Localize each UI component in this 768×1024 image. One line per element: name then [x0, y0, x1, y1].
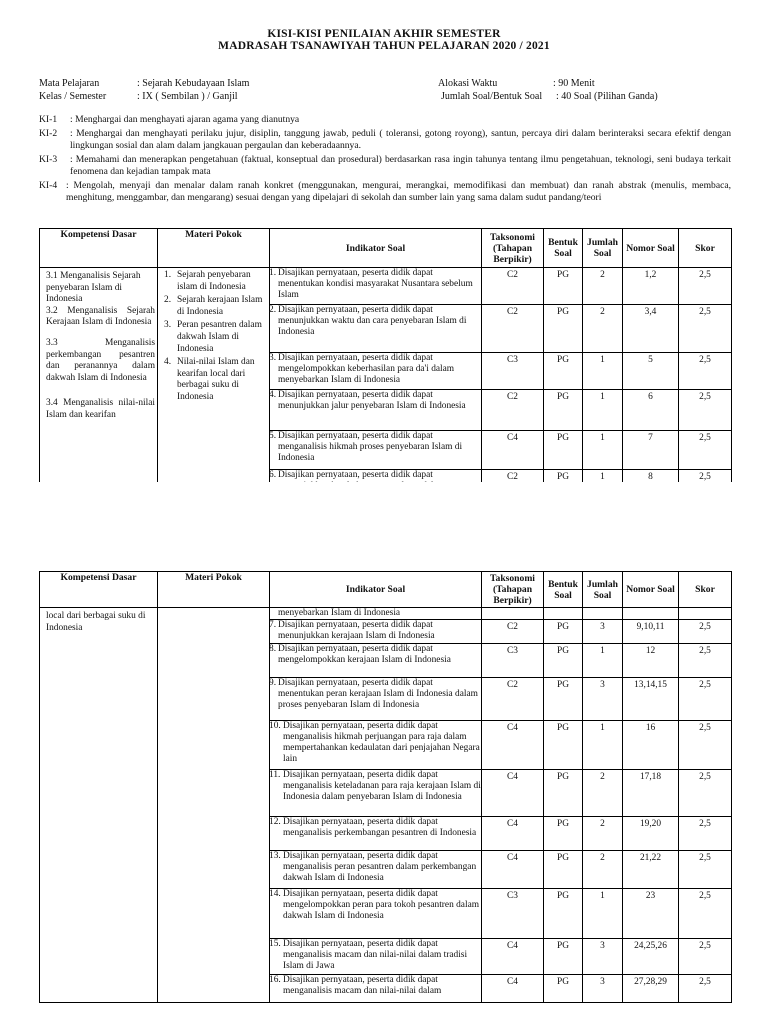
kd-list — [40, 268, 157, 422]
nomor-cell-value: 5 — [648, 355, 653, 366]
header-nomor: Nomor Soal — [623, 229, 679, 268]
taksonomi-cell — [482, 430, 544, 469]
taksonomi-cell — [482, 975, 544, 1003]
skor-cell-value: 2,5 — [699, 680, 711, 690]
nomor-cell — [623, 268, 679, 305]
ki-code: KI-2 — [39, 128, 58, 139]
skor-cell-value: 2,5 — [699, 977, 711, 987]
bentuk-cell — [544, 430, 583, 469]
indikator-cell — [270, 770, 482, 817]
ki-2 — [39, 128, 731, 152]
indikator-text — [270, 431, 481, 464]
indikator-number: 4. — [269, 389, 277, 400]
jumlah-cell-value: 3 — [600, 680, 605, 690]
indikator-number: 5. — [269, 430, 277, 441]
taksonomi-cell — [482, 268, 544, 305]
indikator-cell — [270, 721, 482, 770]
indikator-number: 2. — [269, 304, 277, 315]
header-materi: Materi Pokok — [158, 572, 270, 608]
indikator-number: 7. — [269, 620, 277, 630]
indikator-text — [270, 608, 481, 619]
indikator-number: 3. — [269, 353, 277, 364]
bentuk-cell — [544, 353, 583, 390]
jumlah-cell-value: 3 — [600, 622, 605, 632]
kisi-table-1 — [39, 228, 732, 513]
taksonomi-cell — [482, 620, 544, 644]
indikator-number: 14. — [269, 889, 281, 899]
indikator-desc: Disajikan pernyataan, peserta didik dapat menganalisis keteladanan para raja kerajaan Islam di Indonesia dalam penyebaran Islam di Indonesia — [283, 770, 481, 802]
taksonomi-cell — [482, 644, 544, 678]
header-indikator: Indikator Soal — [270, 572, 482, 608]
indikator-number: 15. — [269, 939, 281, 949]
ki-text: : Menghargai dan menghayati perilaku jujur, disiplin, tanggung jawab, peduli ( toleransi, gotong royong), santun, percaya diri dalam berinteraksi secara efektif dengan lingkungan sosial dan alam dalam jangkauan pergaulan dan keberadaannya. — [70, 128, 731, 151]
indikator-text — [270, 268, 481, 301]
ki-text: : Memahami dan menerapkan pengetahuan (faktual, konseptual dan prosedural) berdasarkan rasa ingin tahunya tentang ilmu pengetahuan, teknologi, seni budaya terkait fenomena dan kejadian tampak mata — [70, 154, 731, 177]
nomor-cell — [623, 851, 679, 889]
indikator-desc: Disajikan pernyataan, peserta didik dapat menunjukkan jalur penyebaran Islam di Indonesia — [278, 389, 466, 411]
bentuk-cell-value: PG — [557, 680, 569, 690]
nomor-cell — [623, 304, 679, 352]
header-skor: Skor — [679, 229, 732, 268]
indikator-number: 16. — [269, 975, 281, 985]
indikator-text — [270, 817, 481, 839]
taksonomi-cell-value: C2 — [507, 680, 518, 690]
skor-cell-value: 2,5 — [699, 772, 711, 782]
indikator-text — [270, 975, 481, 997]
indikator-cell — [270, 430, 482, 469]
kd-item: 3.2 Menganalisis Sejarah Kerajaan Islam di Indonesia — [46, 305, 155, 328]
taksonomi-cell — [482, 389, 544, 430]
nomor-cell — [623, 939, 679, 975]
kd-item: 3.3 Menganalisis perkembangan pesantren dan peranannya dalam dakwah Islam di Indonesia — [46, 337, 155, 383]
jumlah-cell-value: 2 — [600, 853, 605, 863]
page-break-gap — [0, 482, 768, 570]
kd-item: 3.1 Menganalisis Sejarah penyebaran Islam di Indonesia — [46, 271, 141, 305]
kd-cell — [40, 268, 158, 513]
indikator-cell — [270, 268, 482, 305]
materi-item — [164, 357, 265, 403]
kd-item: 3.4 Menganalisis nilai-nilai Islam dan kearifan — [46, 398, 155, 420]
ki-code: KI-1 — [39, 114, 58, 125]
skor-cell — [679, 721, 732, 770]
jumlah-cell — [583, 304, 623, 352]
indikator-text — [270, 390, 481, 412]
nomor-cell — [623, 770, 679, 817]
table-row — [40, 608, 732, 620]
ki-1 — [39, 114, 731, 126]
skor-cell-value — [679, 608, 731, 610]
taksonomi-cell — [482, 721, 544, 770]
nomor-cell-value: 21,22 — [639, 853, 662, 863]
bentuk-cell-value: PG — [557, 622, 569, 632]
bentuk-cell-value: PG — [557, 471, 569, 482]
bentuk-cell — [544, 770, 583, 817]
taksonomi-cell-value: C4 — [507, 819, 518, 829]
header-nomor: Nomor Soal — [623, 572, 679, 608]
indikator-desc: Disajikan pernyataan, peserta didik dapat — [278, 469, 433, 480]
jumlah-cell-value — [583, 608, 622, 610]
taksonomi-cell-value: C2 — [507, 270, 518, 280]
skor-cell — [679, 620, 732, 644]
jumlah-cell-value: 3 — [600, 977, 605, 987]
skor-cell-value: 2,5 — [699, 270, 711, 280]
header-taksonomi: Taksonomi (Tahapan Berpikir) — [482, 572, 544, 608]
taksonomi-cell-value: C2 — [507, 471, 518, 482]
indikator-cell — [270, 389, 482, 430]
alokasi-label: Alokasi Waktu — [438, 78, 498, 89]
indikator-cell — [270, 644, 482, 678]
bentuk-cell — [544, 389, 583, 430]
nomor-cell-value: 17,18 — [639, 772, 662, 782]
skor-cell — [679, 975, 732, 1003]
jumlah-cell-value: 2 — [600, 819, 605, 829]
materi-text: Sejarah penyebaran islam di Indonesia — [177, 270, 251, 292]
header-skor: Skor — [679, 572, 732, 608]
jumlah-cell — [583, 939, 623, 975]
nomor-cell — [623, 389, 679, 430]
skor-cell-value: 2,5 — [699, 432, 711, 443]
indikator-cell — [270, 889, 482, 939]
indikator-cell — [270, 353, 482, 390]
bentuk-cell-value: PG — [557, 391, 569, 402]
nomor-cell-value: 8 — [648, 471, 653, 482]
jumlah-cell-value: 2 — [600, 772, 605, 782]
indikator-text — [270, 678, 481, 711]
ki-text: : Mengolah, menyaji dan menalar dalam ranah konkret (menggunakan, mengurai, merangkai, memodifikasi dan membuat) dan ranah abstrak (menulis, membaca, menghitung, menggambar, dan mengarang) sesuai dengan yang dipelajari di sekolah dan sumber lain yang sama dalam sudut pandang/teori — [66, 180, 731, 203]
header-jumlah: Jumlah Soal — [583, 229, 623, 268]
taksonomi-cell — [482, 851, 544, 889]
indikator-number: 1. — [269, 268, 277, 278]
jumlah-cell — [583, 817, 623, 851]
mapel-label: Mata Pelajaran — [39, 78, 100, 89]
indikator-cell — [270, 817, 482, 851]
materi-item — [164, 295, 265, 318]
taksonomi-cell-value: C4 — [507, 723, 518, 733]
taksonomi-cell — [482, 678, 544, 721]
jumlah-cell — [583, 644, 623, 678]
mapel-value: : Sejarah Kebudayaan Islam — [137, 78, 250, 89]
header-taksonomi: Taksonomi (Tahapan Berpikir) — [482, 229, 544, 268]
jumlah-cell — [583, 353, 623, 390]
nomor-cell-value: 12 — [645, 646, 656, 656]
indikator-desc: Disajikan pernyataan, peserta didik dapat menganalisis macam dan nilai-nilai dalam — [283, 975, 442, 996]
jumlah-cell — [583, 721, 623, 770]
taksonomi-cell — [482, 304, 544, 352]
materi-text: Nilai-nilai Islam dan kearifan local dari berbagai suku di Indonesia — [177, 357, 255, 402]
nomor-cell — [623, 721, 679, 770]
ki-text: : Menghargai dan menghayati ajaran agama yang dianutnya — [70, 114, 300, 125]
skor-cell-value: 2,5 — [699, 622, 711, 632]
bentuk-cell — [544, 851, 583, 889]
header-jumlah: Jumlah Soal — [583, 572, 623, 608]
jumlah-cell-value: 1 — [600, 891, 605, 901]
indikator-cell — [270, 620, 482, 644]
indikator-cell — [270, 678, 482, 721]
jumlah-cell — [583, 678, 623, 721]
bentuk-cell — [544, 644, 583, 678]
bentuk-cell-value: PG — [557, 941, 569, 951]
bentuk-cell-value: PG — [557, 977, 569, 987]
bentuk-cell-value: PG — [557, 355, 569, 366]
ki-3 — [39, 154, 731, 178]
ki-code: KI-3 — [39, 154, 58, 165]
bentuk-cell — [544, 721, 583, 770]
nomor-cell-value: 6 — [648, 391, 653, 402]
nomor-cell-value: 24,25,26 — [634, 941, 667, 951]
skor-cell — [679, 608, 732, 620]
taksonomi-cell — [482, 353, 544, 390]
taksonomi-cell — [482, 817, 544, 851]
skor-cell — [679, 770, 732, 817]
indikator-desc: Disajikan pernyataan, peserta didik dapat menunjukkan waktu dan cara penyebaran Islam di Indonesia — [278, 304, 467, 337]
materi-list — [158, 268, 269, 404]
taksonomi-cell-value: C4 — [507, 977, 518, 987]
header-bentuk: Bentuk Soal — [544, 229, 583, 268]
indikator-text — [270, 305, 481, 338]
bentuk-cell — [544, 268, 583, 305]
bentuk-cell — [544, 304, 583, 352]
taksonomi-cell-value: C3 — [507, 355, 518, 366]
skor-cell — [679, 353, 732, 390]
skor-cell-value: 2,5 — [699, 471, 711, 482]
bentuk-cell-value: PG — [557, 432, 569, 443]
kd-item: local dari berbagai suku di Indonesia — [46, 611, 146, 633]
jumlah-cell-value: 1 — [600, 432, 605, 443]
taksonomi-cell — [482, 770, 544, 817]
nomor-cell-value: 3,4 — [644, 306, 657, 317]
skor-cell — [679, 678, 732, 721]
nomor-cell — [623, 889, 679, 939]
indikator-text — [270, 620, 481, 642]
nomor-cell-value: 16 — [645, 723, 656, 733]
nomor-cell-value: 7 — [648, 432, 653, 443]
indikator-text — [270, 939, 481, 972]
indikator-desc: Disajikan pernyataan, peserta didik dapat menganalisis hikmah proses penyebaran Islam di Indonesia — [278, 430, 463, 463]
taksonomi-cell-value — [482, 608, 543, 610]
indikator-cell — [270, 304, 482, 352]
skor-cell-value: 2,5 — [699, 941, 711, 951]
jumlah-cell — [583, 620, 623, 644]
taksonomi-cell-value: C3 — [507, 646, 518, 656]
taksonomi-cell-value: C2 — [507, 622, 518, 632]
bentuk-cell-value: PG — [557, 891, 569, 901]
header-kd: Kompetensi Dasar — [40, 572, 158, 608]
header-bentuk: Bentuk Soal — [544, 572, 583, 608]
materi-cell — [158, 268, 270, 513]
jumlah-cell-value: 2 — [600, 306, 605, 317]
bentuk-cell — [544, 620, 583, 644]
materi-text: Peran pesantren dalam dakwah Islam di Indonesia — [177, 320, 262, 354]
bentuk-cell-value: PG — [557, 306, 569, 317]
taksonomi-cell-value: C4 — [507, 432, 518, 443]
indikator-desc: Disajikan pernyataan, peserta didik dapat menunjukkan kerajaan Islam di Indonesia — [278, 620, 435, 641]
materi-item — [164, 270, 265, 293]
nomor-cell — [623, 644, 679, 678]
header-indikator: Indikator Soal — [270, 229, 482, 268]
nomor-cell — [623, 430, 679, 469]
jumlah-cell-value: 1 — [600, 355, 605, 366]
bentuk-cell — [544, 817, 583, 851]
skor-cell-value: 2,5 — [699, 355, 711, 366]
jumlah-label: Jumlah Soal/Bentuk Soal — [441, 91, 543, 102]
jumlah-cell — [583, 770, 623, 817]
skor-cell-value: 2,5 — [699, 723, 711, 733]
taksonomi-cell-value: C2 — [507, 391, 518, 402]
skor-cell — [679, 268, 732, 305]
taksonomi-cell-value: C2 — [507, 306, 518, 317]
indikator-desc: Disajikan pernyataan, peserta didik dapat menentukan peran kerajaan Islam di Indonesia dalam proses penyebaran Islam di Indonesia — [278, 678, 478, 710]
bentuk-cell-value: PG — [557, 723, 569, 733]
bentuk-cell-value: PG — [557, 270, 569, 280]
skor-cell — [679, 644, 732, 678]
indikator-number: 13. — [269, 851, 281, 861]
nomor-cell-value: 13,14,15 — [634, 680, 667, 690]
nomor-cell-value: 27,28,29 — [634, 977, 667, 987]
kisi-table-2 — [39, 571, 732, 1003]
document-title: KISI-KISI PENILAIAN AKHIR SEMESTER — [267, 28, 501, 40]
skor-cell-value: 2,5 — [699, 646, 711, 656]
indikator-desc: Disajikan pernyataan, peserta didik dapat mengelompokkan kerajaan Islam di Indonesia — [278, 644, 451, 665]
jumlah-cell — [583, 268, 623, 305]
skor-cell — [679, 851, 732, 889]
nomor-cell-value: 19,20 — [639, 819, 662, 829]
jumlah-cell-value: 1 — [600, 723, 605, 733]
header-kd: Kompetensi Dasar — [40, 229, 158, 268]
materi-number: 3. — [164, 320, 172, 331]
skor-cell-value: 2,5 — [699, 306, 711, 317]
indikator-number: 10. — [269, 721, 281, 731]
indikator-cell — [270, 851, 482, 889]
indikator-text — [270, 721, 481, 765]
indikator-number: 12. — [269, 817, 281, 827]
jumlah-value: : 40 Soal (Pilihan Ganda) — [556, 91, 658, 102]
taksonomi-cell-value: C4 — [507, 941, 518, 951]
kd-cell — [40, 608, 158, 1003]
indikator-desc: Disajikan pernyataan, peserta didik dapat menentukan kondisi masyarakat Nusantara sebelum Islam — [278, 268, 473, 300]
taksonomi-cell — [482, 889, 544, 939]
skor-cell — [679, 304, 732, 352]
nomor-cell — [623, 678, 679, 721]
materi-text: Sejarah kerajaan Islam di Indonesia — [177, 295, 263, 317]
nomor-cell — [623, 353, 679, 390]
jumlah-cell-value: 1 — [600, 391, 605, 402]
bentuk-cell-value — [544, 608, 582, 610]
bentuk-cell-value: PG — [557, 772, 569, 782]
skor-cell-value: 2,5 — [699, 891, 711, 901]
jumlah-cell-value: 3 — [600, 941, 605, 951]
jumlah-cell-value: 1 — [600, 471, 605, 482]
bentuk-cell — [544, 889, 583, 939]
indikator-number: 11. — [269, 770, 281, 780]
indikator-text — [270, 353, 481, 386]
bentuk-cell — [544, 975, 583, 1003]
materi-item — [164, 320, 265, 355]
nomor-cell-value: 1,2 — [644, 270, 657, 280]
indikator-desc: Disajikan pernyataan, peserta didik dapat mengelompokkan peran para tokoh pesantren dalam dakwah Islam di Indonesia — [283, 889, 480, 921]
indikator-desc: menyebarkan Islam di Indonesia — [278, 608, 401, 618]
header-materi: Materi Pokok — [158, 229, 270, 268]
indikator-cell — [270, 608, 482, 620]
nomor-cell — [623, 620, 679, 644]
bentuk-cell-value: PG — [557, 646, 569, 656]
jumlah-cell — [583, 851, 623, 889]
table-row — [40, 268, 732, 305]
taksonomi-cell-value: C4 — [507, 853, 518, 863]
alokasi-value: : 90 Menit — [553, 78, 595, 89]
indikator-number: 6. — [269, 469, 277, 480]
indikator-desc: Disajikan pernyataan, peserta didik dapat menganalisis hikmah perjuangan para raja dalam mempertahankan kedaulatan dari penjajahan Negara lain — [283, 721, 480, 764]
document-subtitle: MADRASAH TSANAWIYAH TAHUN PELAJARAN 2020 / 2021 — [218, 40, 550, 52]
nomor-cell — [623, 608, 679, 620]
bentuk-cell — [544, 608, 583, 620]
jumlah-cell-value: 2 — [600, 270, 605, 280]
nomor-cell — [623, 975, 679, 1003]
taksonomi-cell — [482, 608, 544, 620]
materi-number: 2. — [164, 295, 172, 306]
kelas-value: : IX ( Sembilan ) / Ganjil — [137, 91, 238, 102]
materi-number: 4. — [164, 357, 172, 368]
indikator-cell — [270, 975, 482, 1003]
bentuk-cell — [544, 939, 583, 975]
jumlah-cell-value: 1 — [600, 646, 605, 656]
indikator-text — [270, 770, 481, 803]
indikator-desc: Disajikan pernyataan, peserta didik dapat menganalisis perkembangan pesantren di Indonesia — [283, 817, 477, 838]
bentuk-cell-value: PG — [557, 819, 569, 829]
skor-cell-value: 2,5 — [699, 853, 711, 863]
nomor-cell-value: 9,10,11 — [636, 622, 665, 632]
jumlah-cell — [583, 430, 623, 469]
indikator-text — [270, 889, 481, 922]
skor-cell — [679, 430, 732, 469]
indikator-desc: Disajikan pernyataan, peserta didik dapat menganalisis macam dan nilai-nilai dalam tradisi Islam di Jawa — [283, 939, 468, 971]
jumlah-cell — [583, 389, 623, 430]
skor-cell — [679, 817, 732, 851]
taksonomi-cell — [482, 939, 544, 975]
nomor-cell-value — [623, 608, 678, 610]
jumlah-cell — [583, 889, 623, 939]
bentuk-cell — [544, 678, 583, 721]
materi-number: 1. — [164, 270, 172, 280]
skor-cell — [679, 939, 732, 975]
bentuk-cell-value: PG — [557, 853, 569, 863]
materi-cell — [158, 608, 270, 1003]
jumlah-cell — [583, 975, 623, 1003]
indikator-desc: Disajikan pernyataan, peserta didik dapat mengelompokkan keberhasilan para da'i dalam menyebarkan Islam di Indonesia — [278, 353, 455, 385]
nomor-cell — [623, 817, 679, 851]
taksonomi-cell-value: C3 — [507, 891, 518, 901]
indikator-number: 8. — [269, 644, 277, 654]
skor-cell — [679, 889, 732, 939]
skor-cell-value: 2,5 — [699, 819, 711, 829]
jumlah-cell — [583, 608, 623, 620]
ki-code: KI-4 — [39, 180, 58, 191]
kelas-label: Kelas / Semester — [39, 91, 107, 102]
indikator-cell — [270, 939, 482, 975]
skor-cell — [679, 389, 732, 430]
indikator-number: 9. — [269, 678, 277, 688]
indikator-text — [270, 851, 481, 884]
indikator-text — [270, 644, 481, 666]
indikator-desc: Disajikan pernyataan, peserta didik dapat menganalisis peran pesantren dalam perkembangan dakwah Islam di Indonesia — [283, 851, 477, 883]
nomor-cell-value: 23 — [645, 891, 656, 901]
taksonomi-cell-value: C4 — [507, 772, 518, 782]
ki-4 — [39, 180, 731, 204]
skor-cell-value: 2,5 — [699, 391, 711, 402]
